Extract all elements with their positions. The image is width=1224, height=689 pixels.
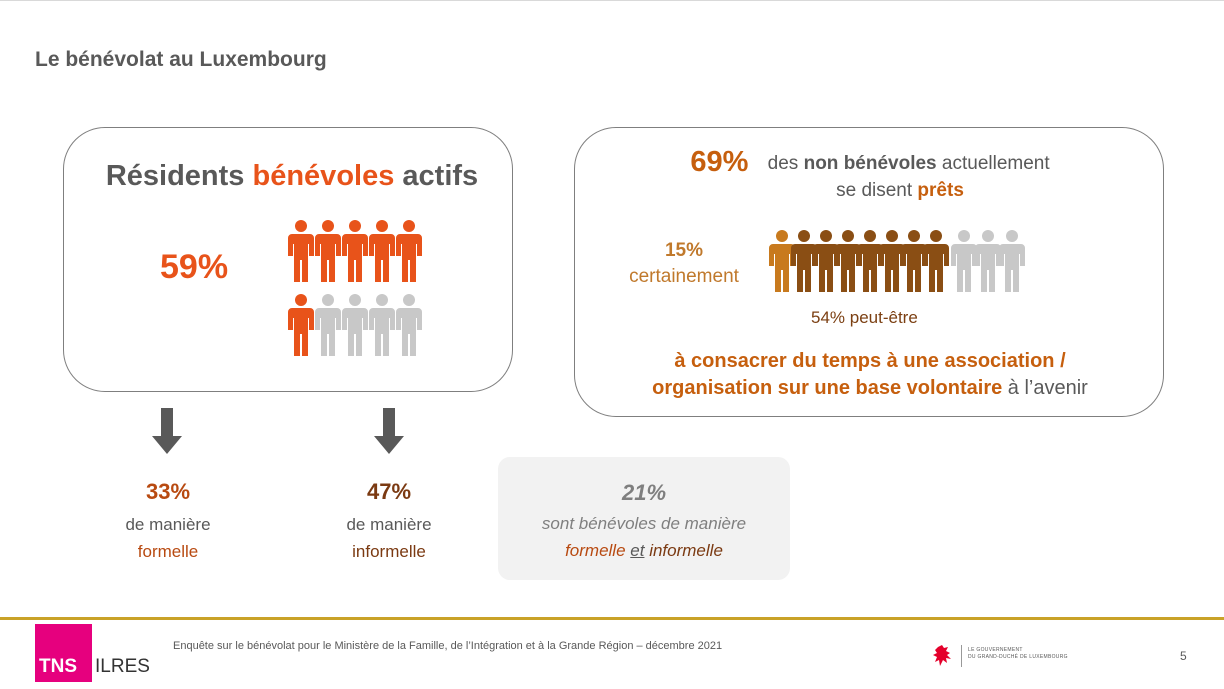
person-icon (288, 294, 314, 356)
person-icon (396, 220, 422, 282)
person-icon (342, 294, 368, 356)
person-icon (342, 220, 368, 282)
certain-block (619, 240, 749, 288)
line2-accent: prêts (917, 180, 964, 201)
gov-name (968, 647, 1068, 661)
both-percent: 21% (621, 480, 667, 505)
non-volunteers-line2 (575, 180, 1165, 202)
both-stat-box (498, 457, 790, 580)
certain-percent: 15% (664, 240, 704, 261)
conclusion-line2-bold: organisation sur une base volontaire (652, 377, 1003, 399)
arrow-down-icon (152, 408, 182, 454)
gov-separator (961, 645, 962, 667)
active-volunteers-box (63, 127, 513, 392)
people-row-ready (769, 230, 1039, 296)
active-volunteers-heading (92, 160, 492, 193)
active-percent: 59% (160, 248, 229, 286)
formal-percent: 33% (145, 479, 191, 504)
person-icon (923, 230, 949, 292)
person-icon (999, 230, 1025, 292)
informal-percent: 47% (366, 479, 412, 504)
informal-line1: de manière (346, 515, 432, 534)
person-icon (369, 294, 395, 356)
heading-accent: bénévoles (252, 160, 395, 192)
non-volunteers-conclusion (575, 348, 1165, 402)
line1-bold: non bénévoles (803, 153, 937, 174)
person-icon (396, 294, 422, 356)
person-icon (315, 294, 341, 356)
informal-stat (299, 478, 479, 565)
both-word-formal: formelle (565, 541, 626, 560)
ready-percent: 69% (690, 146, 749, 178)
gov-line1: LE GOUVERNEMENT (968, 647, 1023, 653)
both-line1: sont bénévoles de manière (541, 514, 747, 533)
person-icon (951, 230, 977, 292)
conclusion-line2-plain: à l’avenir (1007, 377, 1088, 399)
slide-title: Le bénévolat au Luxembourg (35, 48, 327, 71)
non-volunteers-box (574, 127, 1164, 417)
conclusion-line1: à consacrer du temps à une association / (674, 350, 1066, 372)
people-grid-active (288, 220, 422, 360)
both-word-and: et (630, 541, 645, 560)
line2-pre: se disent (836, 180, 913, 201)
tns-logo-text: TNS (39, 656, 77, 677)
top-rule (0, 0, 1224, 1)
heading-post: actifs (402, 160, 479, 192)
maybe-label: 54% peut-être (811, 308, 918, 327)
formal-line2: formelle (137, 542, 199, 561)
footer-rule (0, 617, 1224, 620)
ilres-logo-text: ILRES (95, 656, 150, 677)
lion-emblem-icon (932, 644, 954, 668)
certain-label: certainement (629, 266, 739, 287)
person-icon (369, 220, 395, 282)
page-number: 5 (1180, 649, 1187, 663)
heading-pre: Résidents (105, 160, 245, 192)
informal-line2: informelle (352, 542, 426, 561)
formal-line1: de manière (125, 515, 211, 534)
person-icon (315, 220, 341, 282)
formal-stat (78, 478, 258, 565)
both-word-informal: informelle (649, 541, 723, 560)
line1-pre: des (767, 153, 799, 174)
person-icon (288, 220, 314, 282)
non-volunteers-line1 (575, 146, 1165, 179)
footer-source: Enquête sur le bénévolat pour le Ministère de la Famille, de l’Intégration et à la Grande Région – décembre 2021 (173, 640, 723, 652)
gov-line2: DU GRAND-DUCHÉ DE LUXEMBOURG (968, 654, 1068, 660)
person-icon (975, 230, 1001, 292)
arrow-down-icon (374, 408, 404, 454)
line1-post: actuellement (941, 153, 1050, 174)
